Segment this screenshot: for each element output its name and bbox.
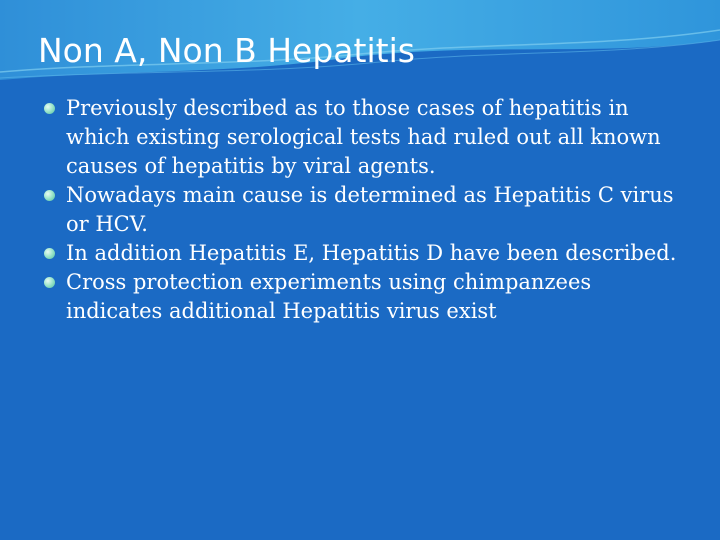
list-item xyxy=(44,94,694,181)
page-title: Non A, Non B Hepatitis xyxy=(38,31,415,70)
bullet-icon xyxy=(44,248,55,259)
bullet-text: Nowadays main cause is determined as Hepatitis C virus or HCV. xyxy=(66,183,674,236)
bullet-list xyxy=(44,94,694,326)
list-item xyxy=(44,181,694,239)
bullet-icon xyxy=(44,190,55,201)
bullet-text: Cross protection experiments using chimpanzees indicates additional Hepatitis virus exist xyxy=(66,270,592,323)
bullet-icon xyxy=(44,103,55,114)
list-item xyxy=(44,268,694,326)
bullet-icon xyxy=(44,277,55,288)
bullet-text: Previously described as to those cases of hepatitis in which existing serological tests had ruled out all known causes of hepatitis by viral agents. xyxy=(66,96,661,178)
bullet-text: In addition Hepatitis E, Hepatitis D have been described. xyxy=(66,241,677,265)
list-item xyxy=(44,239,694,268)
